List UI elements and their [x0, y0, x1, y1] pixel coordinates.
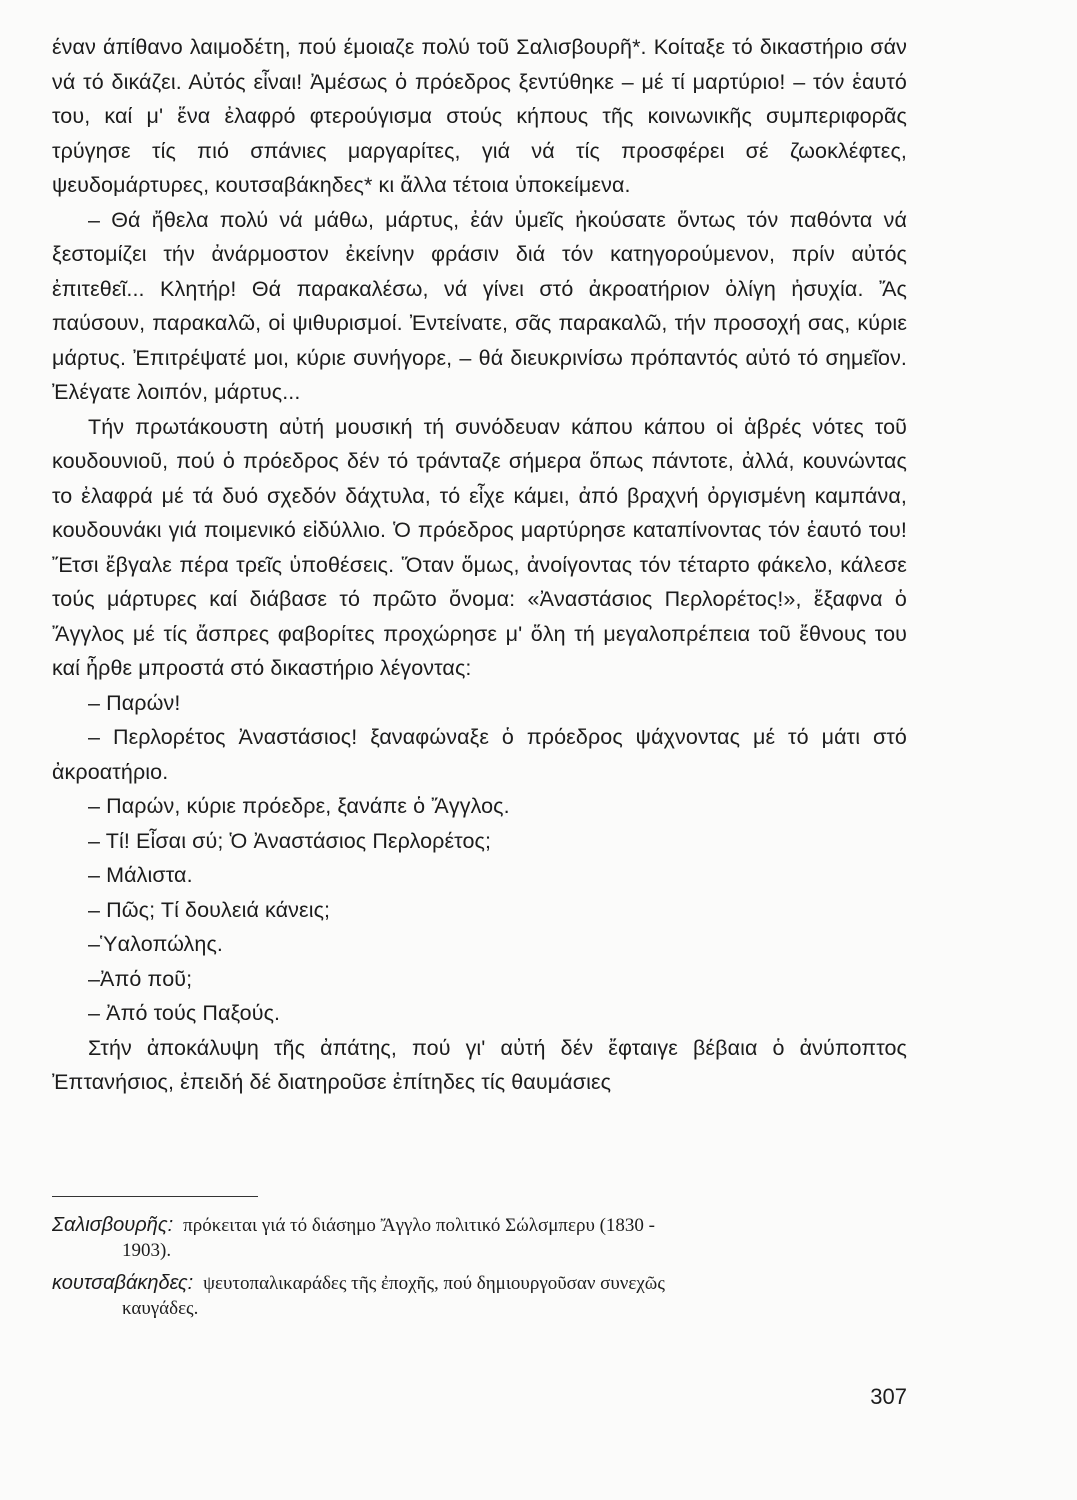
body-text — [52, 30, 907, 1100]
paragraph-1: έναν άπίθανο λαιμοδέτη, πού έμοιαζε πολύ τοῦ Σαλισβουρῆ*. Κοίταξε τό δικαστήριο σάν νά τό δικάζει. Αὐτός εἶναι! Ἀμέσως ὁ πρόεδρος ξεντύθηκε – μέ τί μαρτύριο! – τόν ἑαυτό του, καί μ' ἕνα ἐλαφρό φτερούγισμα στούς κήπους τῆς κοινωνικῆς συμπεριφορᾶς τρύγησε τίς πιό σπάνιες μαργαρίτες, γιά νά τίς προσφέρει σέ ζωοκλέφτες, ψευδομάρτυρες, κουτσαβάκηδες* κι ἄλλα τέτοια ὑποκείμενα. — [52, 35, 907, 197]
footnote-text: πρόκειται γιά τό διάσημο Ἄγγλο πολιτικό Σώλσμπερυ (1830 - — [183, 1215, 656, 1236]
paragraph-2: – Θά ἤθελα πολύ νά μάθω, μάρτυς, ἐάν ὑμεῖς ἠκούσατε ὄντως τόν παθόντα νά ξεστομίζει τήν ἀνάρμοστον ἐκείνην φράσιν διά τόν κατηγορούμενον, πρίν αὐτός ἐπιτεθεῖ... Κλητήρ! Θά παρακαλέσω, νά γίνει στό ἀκροατήριον ὀλίγη ἡσυχία. Ἄς παύσουν, παρακαλῶ, οἱ ψιθυρισμοί. Ἐντείνατε, σᾶς παρακαλῶ, τήν προσοχή σας, κύριε μάρτυς. Ἐπιτρέψατέ μοι, κύριε συνήγορε, – θά διευκρινίσω πρόπαντός αὐτό τό σημεῖον. Ἐλέγατε λοιπόν, μάρτυς... — [52, 207, 907, 404]
book-page — [52, 0, 907, 1500]
dialogue-line: – Περλορέτος Ἀναστάσιος! ξαναφώναξε ὁ πρόεδρος ψάχνοντας μέ τό μάτι στό ἀκροατήριο. — [52, 725, 907, 784]
footnote-1 — [52, 1213, 907, 1263]
dialogue-line: –Ἀπό ποῦ; — [88, 966, 193, 991]
dialogue-line: – Παρών! — [88, 690, 181, 715]
footnote-continuation: καυγάδες. — [122, 1297, 199, 1319]
dialogue-line: – Πῶς; Τί δουλειά κάνεις; — [88, 897, 331, 922]
footnote-2 — [52, 1271, 907, 1321]
footnotes — [52, 1213, 907, 1329]
dialogue-line: – Ἀπό τούς Παξούς. — [88, 1001, 281, 1025]
dialogue-line: – Μάλιστα. — [88, 863, 193, 887]
paragraph-final: Στήν ἀποκάλυψη τῆς ἀπάτης, πού γι' αὐτή δέν ἔφταιγε βέβαια ὁ ἀνύποπτος Ἐπτανήσιος, ἐπειδή δέ διατηροῦσε ἐπίτηδες τίς θαυμάσιες — [52, 1035, 907, 1094]
page-number: 307 — [870, 1384, 907, 1409]
footnote-divider — [52, 1196, 258, 1197]
footnote-term: Σαλισβουρῆς: — [52, 1214, 174, 1236]
footnote-text: ψευτοπαλικαράδες τῆς ἐποχῆς, πού δημιουργοῦσαν συνεχῶς — [203, 1273, 665, 1294]
dialogue-line: –Ὑαλοπώλης. — [88, 932, 224, 956]
dialogue-line: – Παρών, κύριε πρόεδρε, ξανάπε ὁ Ἄγγλος. — [88, 794, 510, 818]
footnote-continuation: 1903). — [122, 1239, 172, 1261]
paragraph-3: Τήν πρωτάκουστη αὐτή μουσική τή συνόδευαν κάπου κάπου οἱ ἁβρές νότες τοῦ κουδουνιοῦ, πού ὁ πρόεδρος δέν τό τράνταζε σήμερα ὅπως πάντοτε, ἀλλά, κουνώντας το ἐλαφρά μέ τά δυό σχεδόν δάχτυλα, τό εἶχε κάμει, ἀπό βραχνή ὀργισμένη καμπάνα, κουδουνάκι γιά ποιμενικό εἰδύλλιο. Ὁ πρόεδρος μαρτύρησε καταπίνοντας τόν ἑαυτό του! Ἔτσι ἔβγαλε πέρα τρεῖς ὑποθέσεις. Ὅταν ὅμως, ἀνοίγοντας τόν τέταρτο φάκελο, κάλεσε τούς μάρτυρες καί διάβασε τό πρῶτο ὄνομα: «Ἀναστάσιος Περλορέτος!», ἔξαφνα ὁ Ἄγγλος μέ τίς ἄσπρες φαβορίτες προχώρησε μ' ὅλη τή μεγαλοπρέπεια τοῦ ἔθνους του καί ἦρθε μπροστά στό δικαστήριο λέγοντας: — [52, 414, 907, 680]
footnote-term: κουτσαβάκηδες: — [52, 1272, 194, 1294]
dialogue-line: – Τί! Εἶσαι σύ; Ὁ Ἀναστάσιος Περλορέτος; — [88, 828, 492, 853]
